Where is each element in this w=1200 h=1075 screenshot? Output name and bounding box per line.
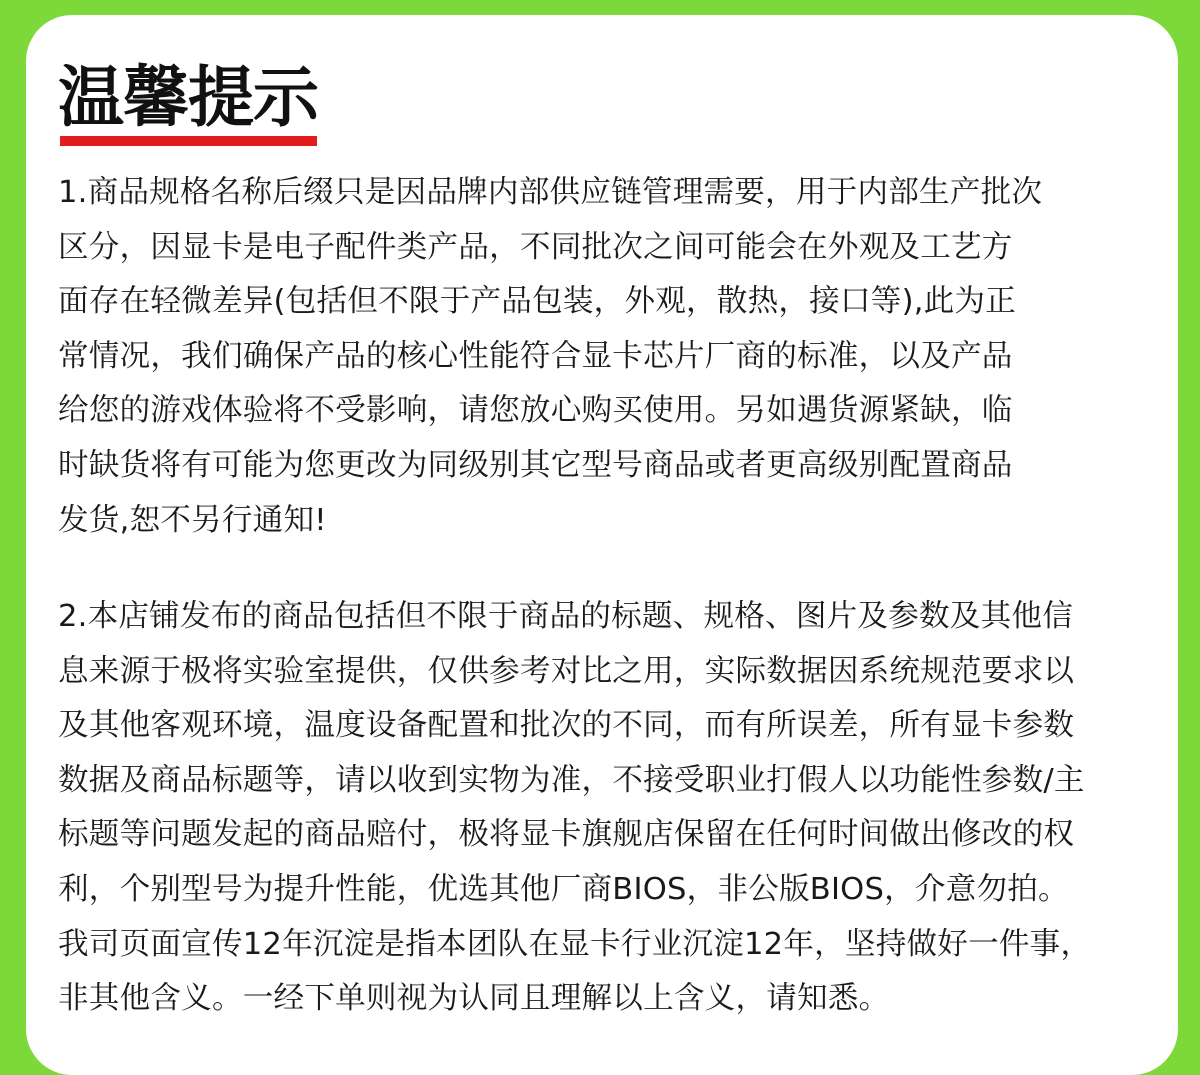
notice-line: 数据及商品标题等，请以收到实物为准，不接受职业打假人以功能性参数/主 [58,762,1085,798]
notice-line: 发货,恕不另行通知! [58,502,327,538]
notice-line: 息来源于极将实验室提供，仅供参考对比之用，实际数据因系统规范要求以 [58,653,1075,689]
notice-line: 面存在轻微差异(包括但不限于产品包装，外观，散热，接口等),此为正 [58,284,1017,320]
title-underline [60,136,317,146]
notice-line: 我司页面宣传12年沉淀是指本团队在显卡行业沉淀12年，坚持做好一件事， [58,926,1092,962]
notice-line: 及其他客观环境，温度设备配置和批次的不同，而有所误差，所有显卡参数 [58,708,1075,744]
notice-line: 非其他含义。一经下单则视为认同且理解以上含义，请知悉。 [58,981,890,1017]
notice-line: 1.商品规格名称后缀只是因品牌内部供应链管理需要，用于内部生产批次 [58,175,1043,210]
notice-paragraph-1 [58,166,1170,548]
notice-line: 给您的游戏体验将不受影响，请您放心购买使用。另如遇货源紧缺，临 [58,393,1013,429]
notice-line: 常情况，我们确保产品的核心性能符合显卡芯片厂商的标准，以及产品 [58,338,1013,374]
notice-paragraph-2 [58,590,1170,1027]
notice-line: 区分，因显卡是电子配件类产品，不同批次之间可能会在外观及工艺方 [58,229,1013,265]
page-title: 温馨提示 [58,59,318,136]
notice-line: 利，个别型号为提升性能，优选其他厂商BIOS，非公版BIOS，介意勿拍。 [58,871,1069,907]
notice-line: 时缺货将有可能为您更改为同级别其它型号商品或者更高级别配置商品 [58,447,1013,483]
notice-line: 2.本店铺发布的商品包括但不限于商品的标题、规格、图片及参数及其他信 [58,599,1073,634]
title-block [58,59,318,136]
notice-line: 标题等问题发起的商品赔付，极将显卡旗舰店保留在任何时间做出修改的权 [58,817,1075,853]
